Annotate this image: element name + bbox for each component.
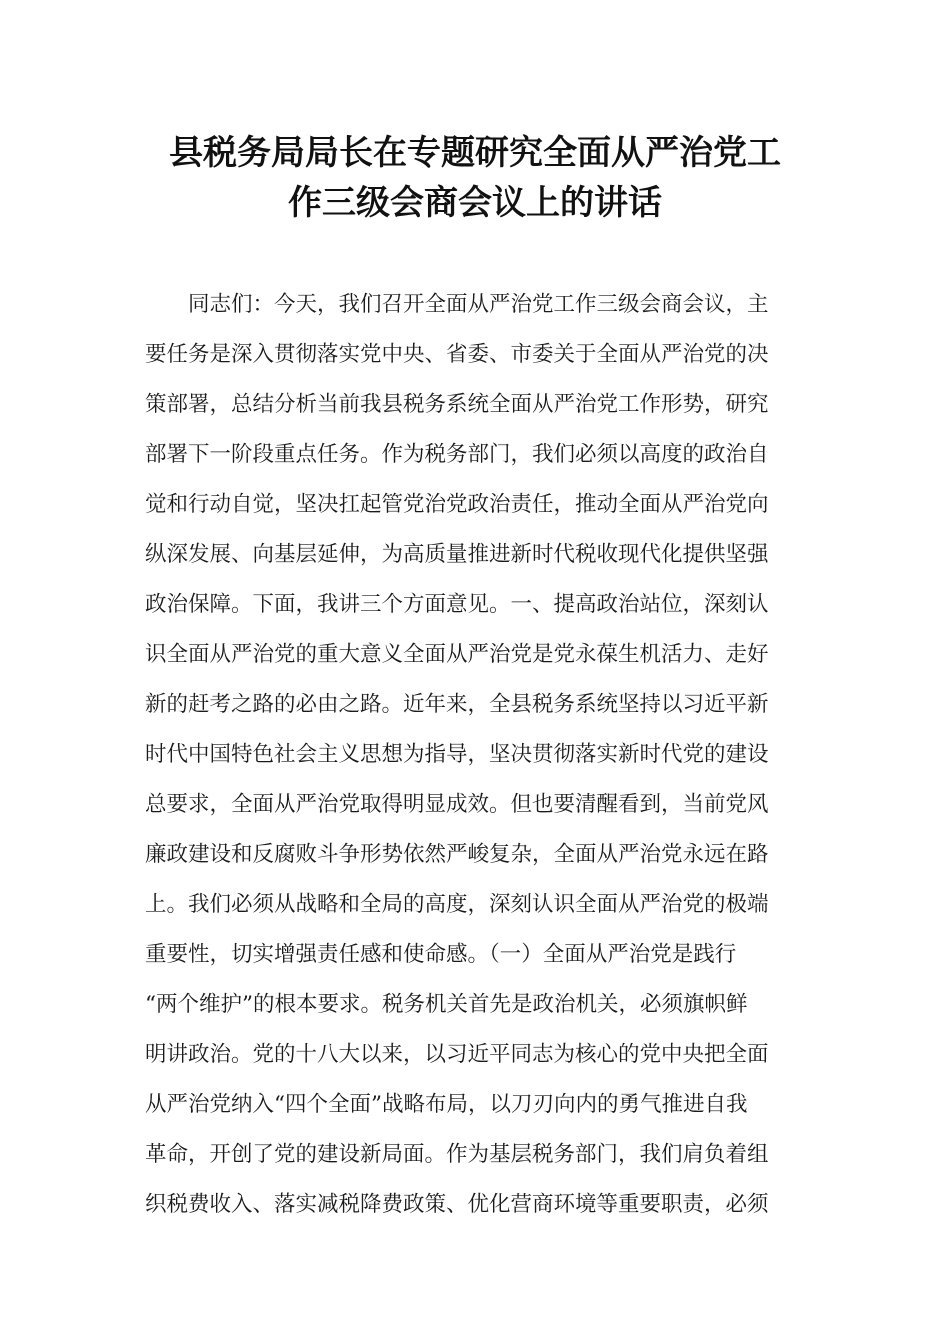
body-line: 重要性，切实增强责任感和使命感。（一）全面从严治党是践行 (145, 942, 737, 967)
title-line-1: 县税务局局长在专题研究全面从严治党工 (169, 133, 781, 173)
body-line: 同志们：今天，我们召开全面从严治党工作三级会商会议，主 (188, 292, 769, 317)
body-line: 革命，开创了党的建设新局面。作为基层税务部门，我们肩负着组 (145, 1142, 769, 1167)
body-line: 上。我们必须从战略和全局的高度，深刻认识全面从严治党的极端 (145, 892, 769, 917)
document-title (120, 128, 830, 228)
body-line: 部署下一阶段重点任务。作为税务部门，我们必须以高度的政治自 (145, 442, 769, 467)
body-line: 要任务是深入贯彻落实党中央、省委、市委关于全面从严治党的决 (145, 342, 769, 367)
body-line: 总要求，全面从严治党取得明显成效。但也要清醒看到，当前党风 (145, 792, 769, 817)
body-line: “两个维护”的根本要求。税务机关首先是政治机关，必须旗帜鲜 (145, 992, 748, 1017)
title-line-2: 作三级会商会议上的讲话 (288, 183, 662, 223)
speech-body (145, 280, 810, 1230)
body-line: 识全面从严治党的重大意义全面从严治党是党永葆生机活力、走好 (145, 642, 769, 667)
body-line: 织税费收入、落实减税降费政策、优化营商环境等重要职责，必须 (145, 1192, 769, 1217)
body-line: 政治保障。下面，我讲三个方面意见。一、提高政治站位，深刻认 (145, 592, 769, 617)
body-line: 时代中国特色社会主义思想为指导，坚决贯彻落实新时代党的建设 (145, 742, 769, 767)
body-line: 纵深发展、向基层延伸，为高质量推进新时代税收现代化提供坚强 (145, 542, 769, 567)
body-line: 策部署，总结分析当前我县税务系统全面从严治党工作形势，研究 (145, 392, 769, 417)
body-line: 明讲政治。党的十八大以来，以习近平同志为核心的党中央把全面 (145, 1042, 769, 1067)
body-line: 觉和行动自觉，坚决扛起管党治党政治责任，推动全面从严治党向 (145, 492, 769, 517)
body-line: 廉政建设和反腐败斗争形势依然严峻复杂，全面从严治党永远在路 (145, 842, 769, 867)
body-line: 新的赶考之路的必由之路。近年来，全县税务系统坚持以习近平新 (145, 692, 769, 717)
body-line: 从严治党纳入“四个全面”战略布局，以刀刃向内的勇气推进自我 (145, 1092, 748, 1117)
